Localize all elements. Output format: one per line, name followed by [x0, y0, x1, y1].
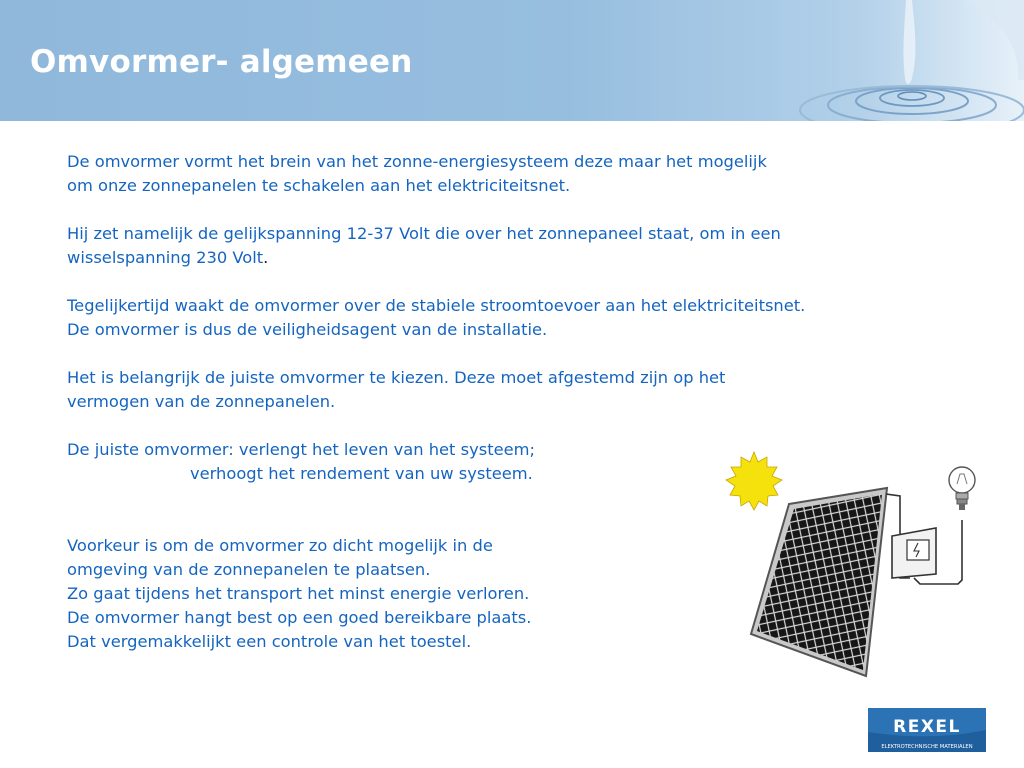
text-line: om onze zonnepanelen te schakelen aan het elektriciteitsnet.	[67, 176, 571, 195]
logo-tagline: ELEKTROTECHNISCHE MATERIALEN	[881, 744, 973, 750]
text-line: De juiste omvormer: verlengt het leven van het systeem;	[67, 440, 535, 459]
text-segment: wisselspanning 230 Volt	[67, 248, 264, 267]
rexel-logo	[868, 708, 986, 752]
logo-brand: REXEL	[893, 717, 961, 737]
solar-panel-icon	[751, 488, 887, 676]
text-line: Voorkeur is om de omvormer zo dicht mogelijk in de	[67, 536, 493, 555]
text-line: De omvormer vormt het brein van het zonne-energiesysteem deze maar het mogelijk	[67, 152, 767, 171]
text-line: Hij zet namelijk de gelijkspanning 12-37 Volt die over het zonnepaneel staat, om in een	[67, 224, 781, 243]
text-line: vermogen van de zonnepanelen.	[67, 392, 336, 411]
slide-header	[0, 0, 1024, 121]
solar-system-illustration	[722, 450, 987, 682]
text-line: Dat vergemakkelijkt een controle van het toestel.	[67, 632, 472, 651]
water-drop-image	[794, 0, 1024, 121]
light-bulb-icon	[949, 467, 975, 510]
text-line: Zo gaat tijdens het transport het minst energie verloren.	[67, 584, 530, 603]
text-line	[67, 246, 987, 270]
text-line: De omvormer hangt best op een goed bereikbare plaats.	[67, 608, 532, 627]
text-line: omgeving van de zonnepanelen te plaatsen.	[67, 560, 431, 579]
paragraph-safety	[67, 294, 987, 342]
text-line: verhoogt het rendement van uw systeem.	[190, 464, 533, 483]
text-period: .	[263, 248, 269, 267]
paragraph-voltage	[67, 222, 987, 270]
paragraph-choice	[67, 366, 987, 414]
slide-title: Omvormer- algemeen	[30, 44, 413, 80]
paragraph-intro	[67, 150, 987, 198]
text-line: Tegelijkertijd waakt de omvormer over de stabiele stroomtoevoer aan het elektriciteitsnet.	[67, 296, 806, 315]
text-line: De omvormer is dus de veiligheidsagent van de installatie.	[67, 320, 548, 339]
inverter-icon	[892, 528, 936, 578]
text-line: Het is belangrijk de juiste omvormer te kiezen. Deze moet afgestemd zijn op het	[67, 368, 726, 387]
sun-icon	[726, 452, 782, 510]
